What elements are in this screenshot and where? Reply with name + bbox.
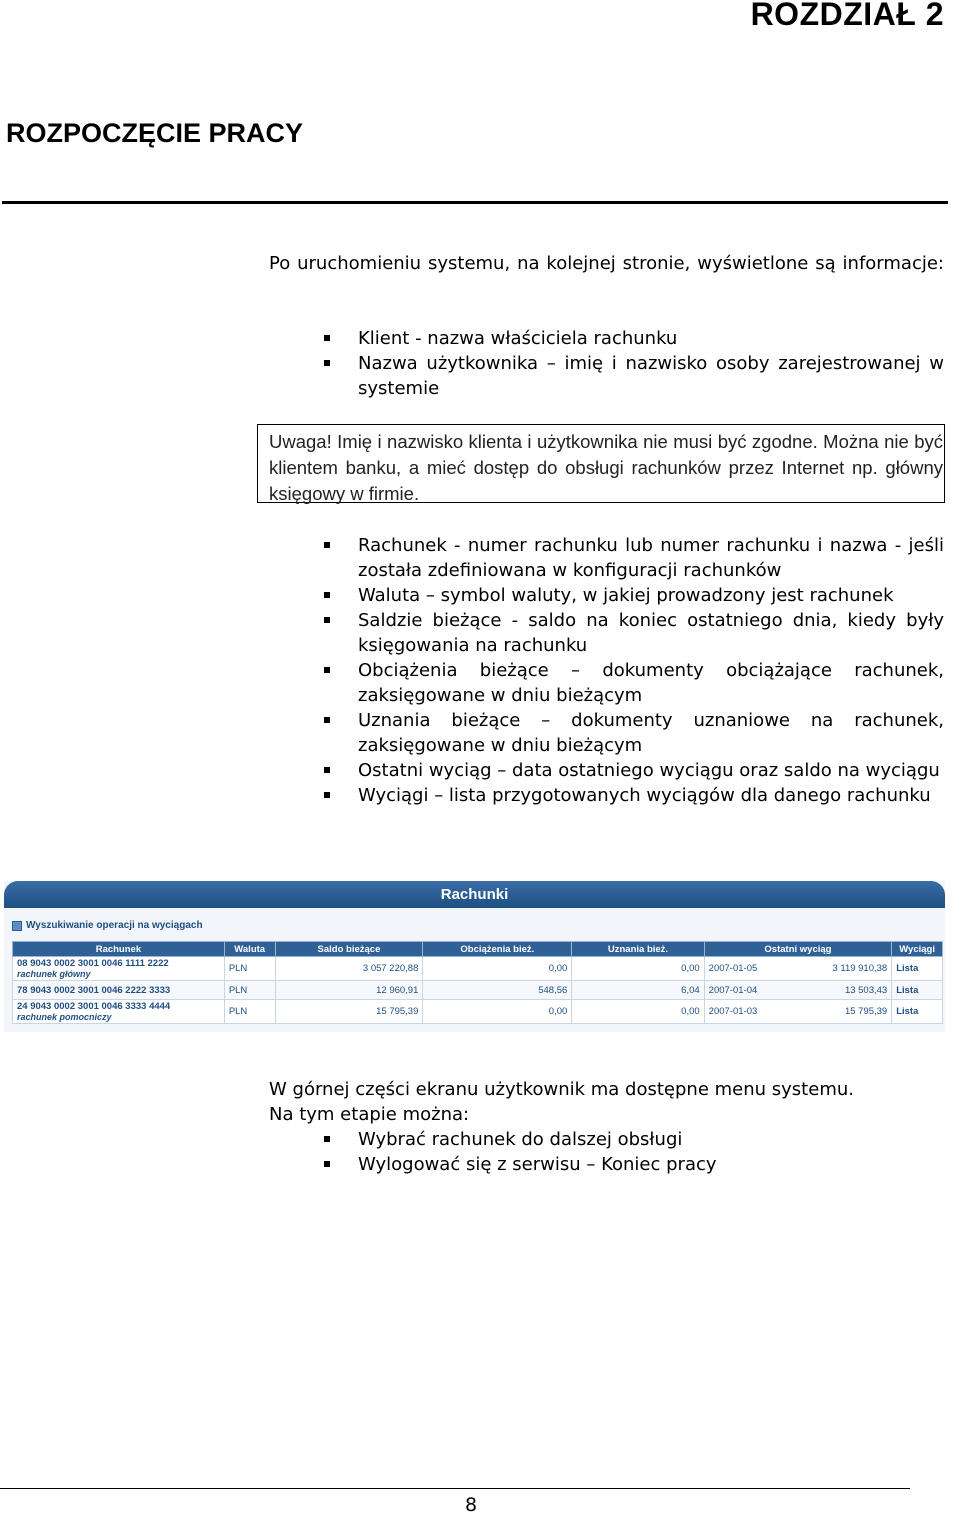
currency-cell: PLN [224,1000,275,1024]
currency-cell: PLN [224,957,275,981]
col-currency[interactable]: Waluta [224,942,275,957]
currency-cell: PLN [224,981,275,1000]
accounts-panel-title: Rachunki [4,881,945,908]
debits-cell: 0,00 [423,1000,572,1024]
page-number: 8 [465,1494,478,1516]
statement-cell [704,1000,892,1024]
list-item: Rachunek - numer rachunku lub numer rachunku i nazwa - jeśli została zdefiniowana w konfiguracji rachunków [269,533,944,583]
list-item: Wybrać rachunek do dalszej obsługi [269,1127,944,1152]
credits-cell: 0,00 [572,957,704,981]
account-name: rachunek główny [17,969,91,979]
table-header-row [13,942,943,957]
footer-divider [0,1488,910,1489]
col-credits[interactable]: Uznania bież. [572,942,704,957]
debits-cell: 548,56 [423,981,572,1000]
statement-cell [704,981,892,1000]
credits-cell: 6,04 [572,981,704,1000]
statement-balance: 3 119 910,38 [832,963,888,974]
balance-cell: 12 960,91 [275,981,423,1000]
statement-date: 2007-01-03 [708,1006,758,1017]
statements-link[interactable]: Lista [892,957,943,981]
col-debits[interactable]: Obciążenia bież. [423,942,572,957]
debits-cell: 0,00 [423,957,572,981]
account-number: 78 9043 0002 3001 0046 2222 3333 [17,984,171,996]
account-cell[interactable] [13,957,225,981]
intro-paragraph: Po uruchomieniu systemu, na kolejnej stronie, wyświetlone są informacje: [269,253,944,274]
statement-date: 2007-01-05 [708,963,758,974]
statement-cell [704,957,892,981]
table-row[interactable] [13,981,943,1000]
statements-link[interactable]: Lista [892,1000,943,1024]
list-item: Saldzie bieżące - saldo na koniec ostatniego dnia, kiedy były księgowania na rachunku [269,608,944,658]
credits-cell: 0,00 [572,1000,704,1024]
list-item: Ostatni wyciąg – data ostatniego wyciągu oraz saldo na wyciągu [269,758,944,783]
section-title: ROZPOCZĘCIE PRACY [6,118,304,148]
balance-cell: 3 057 220,88 [275,957,423,981]
statements-link[interactable]: Lista [892,981,943,1000]
outro-line-1: W górnej części ekranu użytkownik ma dostępne menu systemu. [269,1079,854,1100]
info-list-3 [269,1127,944,1177]
list-item: Obciążenia bieżące – dokumenty obciążające rachunek, zaksięgowane w dniu bieżącym [269,658,944,708]
account-number: 24 9043 0002 3001 0046 3333 4444 [17,1001,171,1012]
list-item: Klient - nazwa właściciela rachunku [269,326,944,351]
statement-balance: 13 503,43 [844,984,888,996]
accounts-screenshot [4,881,945,1032]
account-name: rachunek pomocniczy [17,1012,112,1022]
account-cell[interactable] [13,1000,225,1024]
col-balance[interactable]: Saldo bieżące [275,942,423,957]
table-row[interactable] [13,957,943,981]
search-operations-link[interactable] [12,920,203,931]
col-last-statement[interactable]: Ostatni wyciąg [704,942,892,957]
list-item: Uznania bieżące – dokumenty uznaniowe na rachunek, zaksięgowane w dniu bieżącym [269,708,944,758]
search-operations-label: Wyszukiwanie operacji na wyciągach [26,920,203,931]
list-item: Nazwa użytkownika – imię i nazwisko osoby zarejestrowanej w systemie [269,351,944,401]
col-account[interactable]: Rachunek [13,942,225,957]
account-number: 08 9043 0002 3001 0046 1111 2222 [17,958,169,969]
chapter-title: ROZDZIAŁ 2 [750,0,944,32]
outro-line-2: Na tym etapie można: [269,1104,470,1125]
info-list-1 [269,326,944,401]
statement-balance: 15 795,39 [844,1006,888,1017]
expand-icon [12,921,22,931]
heading-divider [2,201,948,204]
table-row[interactable] [13,1000,943,1024]
list-item: Waluta – symbol waluty, w jakiej prowadzony jest rachunek [269,583,944,608]
list-item: Wyciągi – lista przygotowanych wyciągów dla danego rachunku [269,783,944,808]
statement-date: 2007-01-04 [708,984,758,996]
info-list-2 [269,533,944,808]
account-cell[interactable] [13,981,225,1000]
accounts-table [12,941,943,1024]
col-statements[interactable]: Wyciągi [892,942,943,957]
balance-cell: 15 795,39 [275,1000,423,1024]
list-item: Wylogować się z serwisu – Koniec pracy [269,1152,944,1177]
note-box: Uwaga! Imię i nazwisko klienta i użytkownika nie musi być zgodne. Można nie być klientem banku, a mieć dostęp do obsługi rachunków przez Internet np. główny księgowy w firmie. [257,424,945,503]
